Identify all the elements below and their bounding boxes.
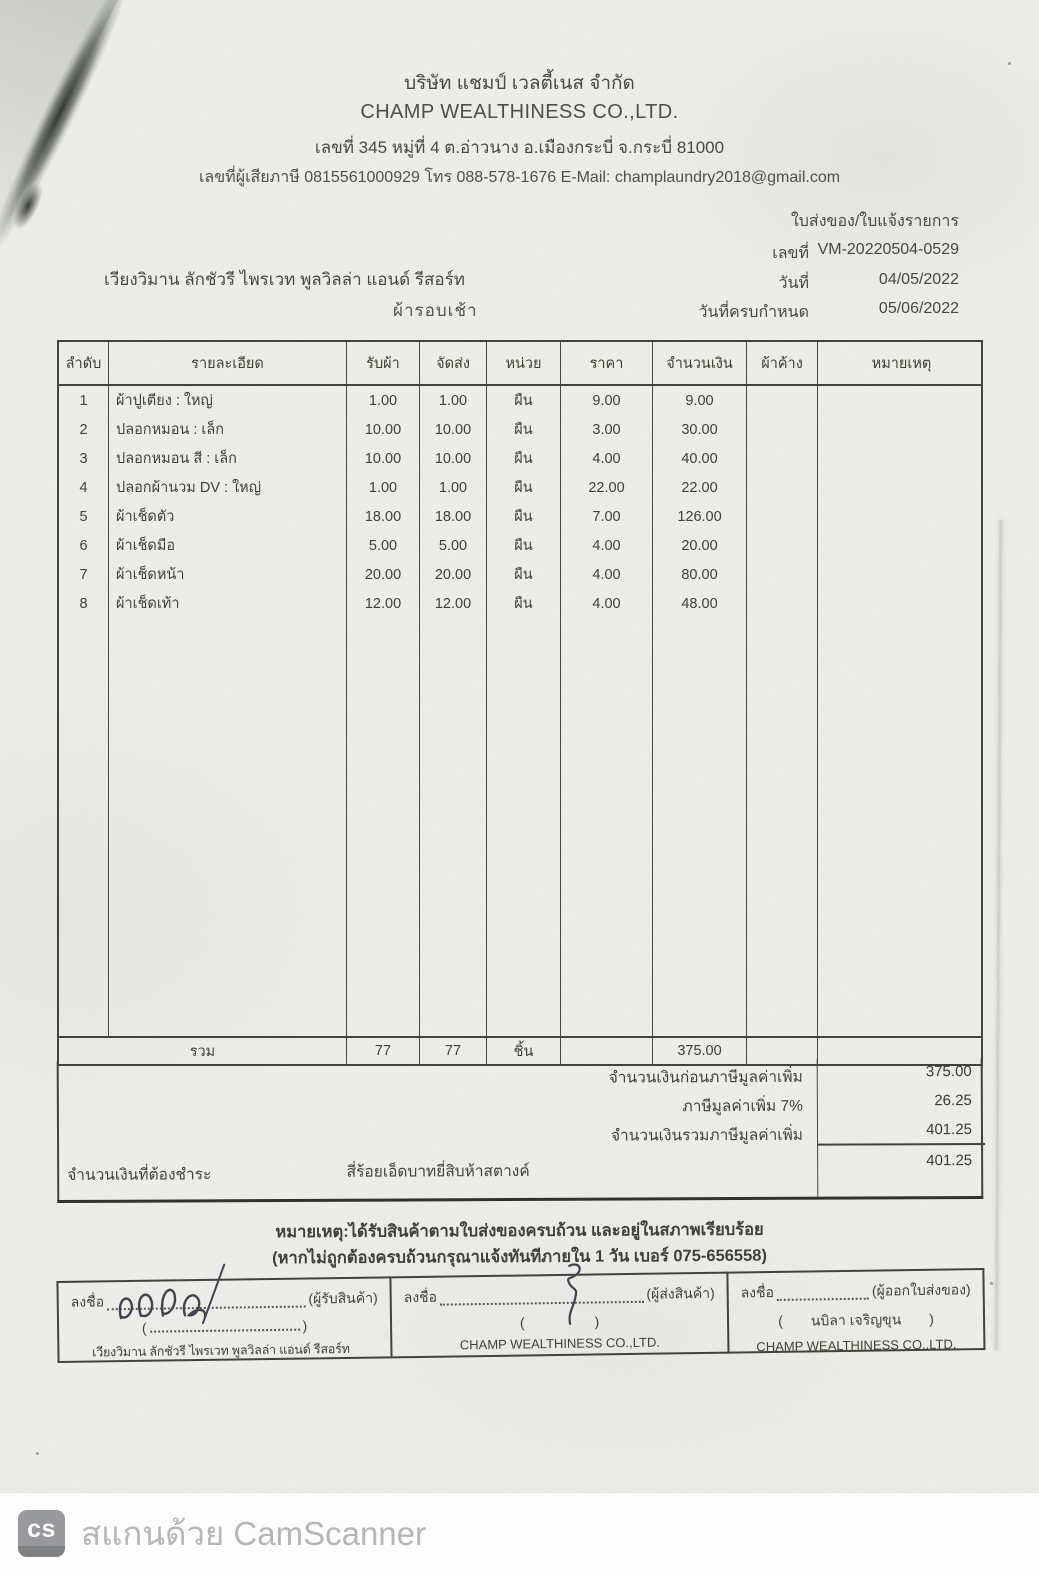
vat-label: ภาษีมูลค่าเพิ่ม 7%: [682, 1097, 803, 1116]
document-duedate-row: [539, 300, 959, 325]
camscanner-logo-text: cs: [27, 1514, 56, 1543]
doc-duedate-value: 05/06/2022: [878, 300, 959, 317]
dotted-line: [777, 1288, 869, 1301]
camscanner-watermark-text: สแกนด้วย CamScanner: [81, 1515, 427, 1552]
table-header-row: [59, 342, 981, 386]
signature-section: [56, 1268, 985, 1363]
col-header: ผ้าค้าง: [747, 342, 818, 384]
signer-role: (ผู้ออกใบส่งของ): [871, 1281, 971, 1299]
signature-box-issuer: ลงชื่อ (ผู้ออกใบส่งของ) ( นบิลา เจริญขุน ) CHAMP WEALTHINESS CO.,LTD.: [728, 1268, 985, 1354]
handwritten-signature: [539, 1259, 600, 1332]
signature-box-sender: ลงชื่อ (ผู้ส่งสินค้า) ( ) CHAMP WEALTHINESS CO.,LTD.: [391, 1272, 729, 1359]
doc-no-value: VM-20220504-0529: [817, 241, 959, 258]
doc-duedate-label: วันที่ครบกำหนด: [698, 304, 809, 321]
laundry-round-label: ผ้ารอบเช้า: [393, 301, 478, 320]
note-line-1: หมายเหตุ:ได้รับสินค้าตามใบส่งของครบถ้วน และอยู่ในสภาพเรียบร้อย: [275, 1220, 764, 1242]
sign-label: ลงชื่อ: [403, 1288, 438, 1306]
camscanner-footer: [0, 1492, 1039, 1574]
table-row: 1 ผ้าปูเตียง : ใหญ่ 1.00 1.00 ผืน 9.00 9.00: [59, 386, 981, 415]
doc-date-label: วันที่: [778, 275, 809, 292]
table-row: 7 ผ้าเช็ดหน้า 20.00 20.00 ผืน 4.00 80.00: [59, 560, 981, 589]
col-header: จัดส่ง: [420, 342, 487, 384]
col-header: รับผ้า: [347, 342, 420, 384]
table-row: 2 ปลอกหมอน : เล็ก 10.00 10.00 ผืน 3.00 30.00: [59, 415, 981, 444]
table-row: 5 ผ้าเช็ดตัว 18.00 18.00 ผืน 7.00 126.00: [59, 502, 981, 531]
camscanner-logo-icon: [18, 1510, 65, 1557]
signature-box-receiver: ลงชื่อ (ผู้รับสินค้า) ( ) เวียงวิมาน ลักชัวรี ไพรเวท พูลวิลล่า แอนด์ รีสอร์ท: [56, 1276, 392, 1363]
company-name-thai: บริษัท แชมป์ เวลตี้เนส จำกัด: [404, 73, 635, 94]
subtotal-label: จำนวนเงินก่อนภาษีมูลค่าเพิ่ม: [608, 1068, 803, 1087]
grand-total-label: จำนวนเงินรวมภาษีมูลค่าเพิ่ม: [610, 1126, 804, 1145]
doc-date-value: 04/05/2022: [878, 271, 959, 288]
signer-organization: CHAMP WEALTHINESS CO.,LTD.: [459, 1334, 660, 1353]
issuer-name: นบิลา เจริญขุน: [810, 1311, 902, 1329]
total-label: รวม: [59, 1038, 347, 1064]
note-line-2: (หากไม่ถูกต้องครบถ้วนกรุณาแจ้งทันทีภายใน 1 วัน เบอร์ 075-656558): [272, 1246, 767, 1268]
col-header: ราคา: [561, 342, 653, 384]
table-row: 3 ปลอกหมอน สี : เล็ก 10.00 10.00 ผืน 4.00 40.00: [59, 444, 981, 473]
col-header: รายละเอียด: [109, 342, 347, 384]
company-name-english: CHAMP WEALTHINESS CO.,LTD.: [360, 101, 679, 123]
total-unit: ชิ้น: [487, 1038, 561, 1064]
col-header: จำนวนเงิน: [653, 342, 747, 384]
signer-organization: เวียงวิมาน ลักชัวรี ไพรเวท พูลวิลล่า แอนด์ รีสอร์ท: [92, 1341, 350, 1360]
scan-speck: [1008, 62, 1011, 65]
amount-in-words: สี่ร้อยเอ็ดบาทยี่สิบห้าสตางค์: [346, 1162, 530, 1181]
total-amount: 375.00: [653, 1038, 747, 1064]
doc-no-label: เลขที่: [772, 245, 809, 262]
subtotal-value: 375.00: [925, 1063, 972, 1081]
col-header: หน่วย: [487, 342, 561, 384]
scan-speck: [990, 1282, 993, 1285]
col-header: ลำดับ: [59, 342, 109, 384]
signer-organization: CHAMP WEALTHINESS CO.,LTD.: [756, 1336, 957, 1355]
scan-speck: [36, 1452, 39, 1455]
total-delivered: 77: [420, 1038, 487, 1064]
company-tax-contact: เลขที่ผู้เสียภาษี 0815561000929 โทร 088-578-1676 E-Mail: champlaundry2018@gmail.com: [198, 169, 841, 186]
handwritten-signature: [106, 1260, 257, 1336]
sign-label: ลงชื่อ: [70, 1293, 105, 1310]
document-title: ใบส่งของ/ใบแจ้งรายการ: [790, 213, 959, 230]
table-row: 8 ผ้าเช็ดเท้า 12.00 12.00 ผืน 4.00 48.00: [59, 589, 981, 618]
company-address: เลขที่ 345 หมู่ที่ 4 ต.อ่าวนาง อ.เมืองกระบี่ จ.กระบี่ 81000: [314, 138, 725, 157]
sign-label: ลงชื่อ: [740, 1283, 775, 1301]
table-empty-body: [59, 618, 981, 1036]
amount-due-value: 401.25: [926, 1152, 973, 1170]
table-row: 4 ปลอกผ้านวม DV : ใหญ่ 1.00 1.00 ผืน 22.00 22.00: [59, 473, 981, 502]
amount-due-label: จำนวนเงินที่ต้องชำระ: [67, 1166, 212, 1184]
invoice-table: [57, 340, 983, 1066]
grand-total-value: 401.25: [818, 1116, 985, 1146]
document-number-row: [539, 241, 959, 266]
summary-section: [57, 1058, 984, 1203]
customer-name: เวียงวิมาน ลักชัวรี ไพรเวท พูลวิลล่า แอนด์ รีสอร์ท: [104, 270, 465, 289]
table-row: 6 ผ้าเช็ดมือ 5.00 5.00 ผืน 4.00 20.00: [59, 531, 981, 560]
document-date-row: [539, 271, 959, 296]
total-received: 77: [347, 1038, 420, 1064]
signer-role: (ผู้ส่งสินค้า): [646, 1284, 715, 1302]
signer-role: (ผู้รับสินค้า): [308, 1289, 378, 1307]
col-header: หมายเหตุ: [871, 355, 932, 372]
vat-value: 26.25: [934, 1092, 972, 1110]
